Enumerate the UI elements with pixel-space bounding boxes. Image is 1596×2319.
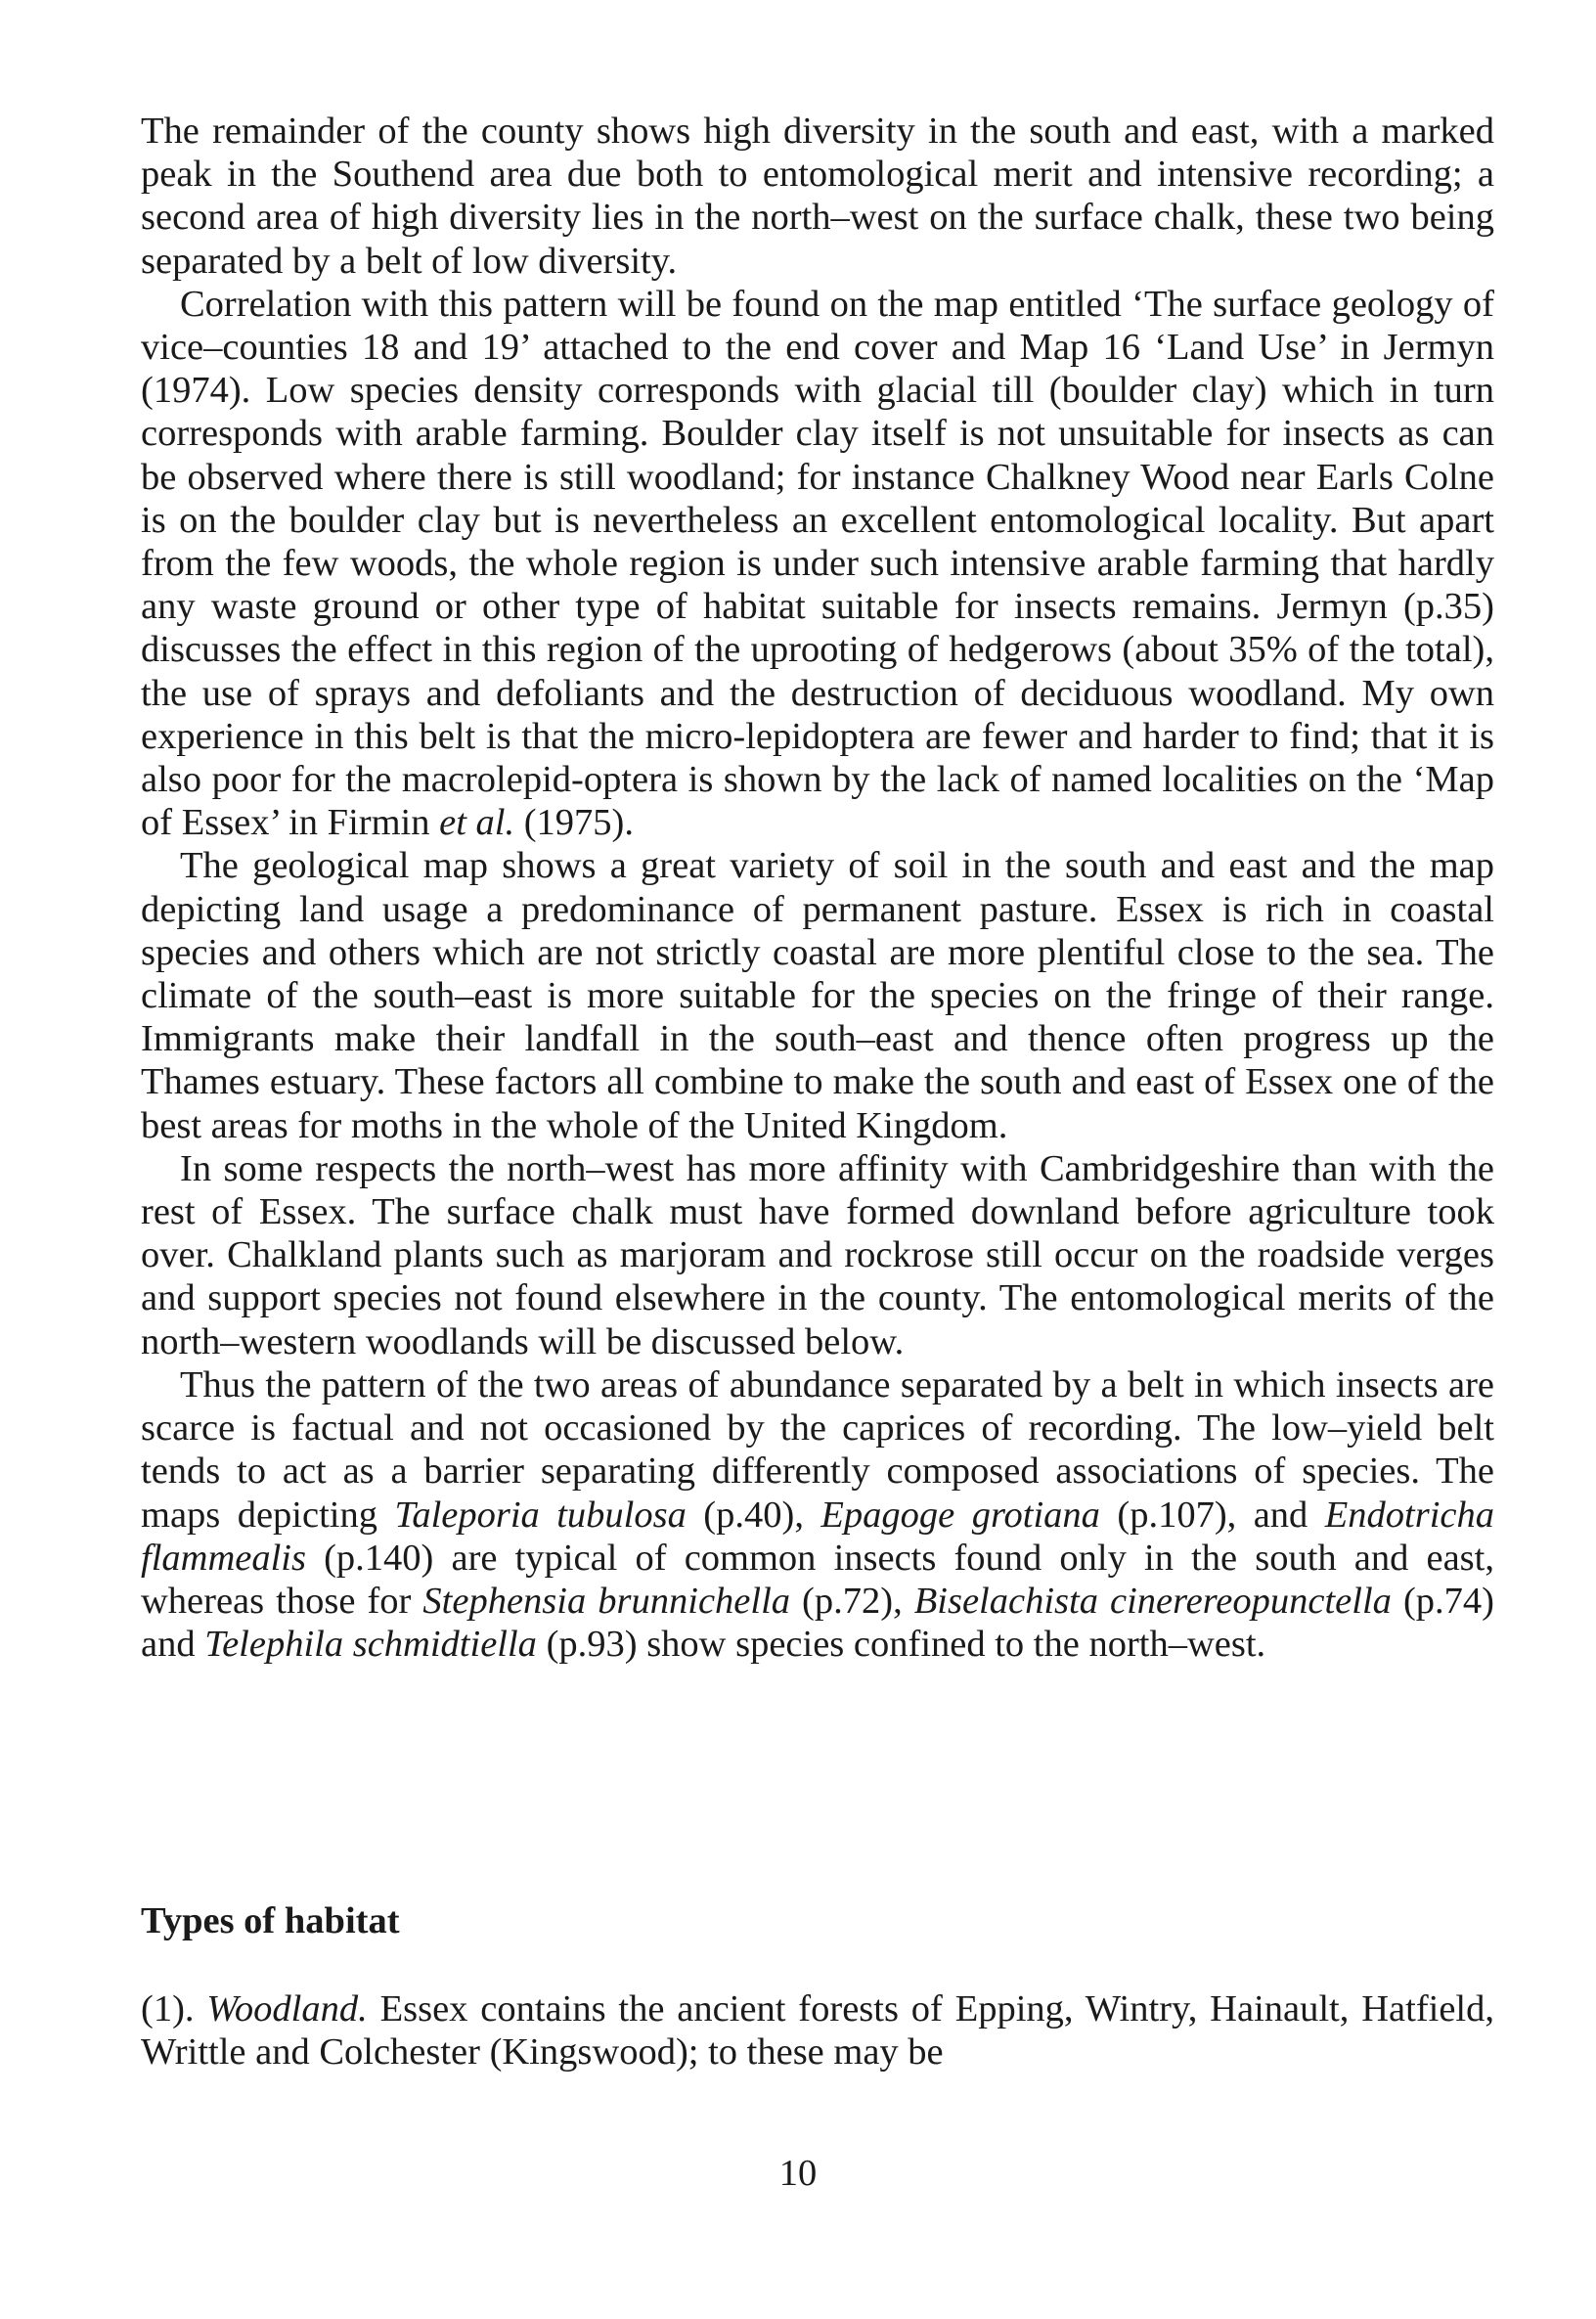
text-run: (p.40),	[686, 1494, 821, 1536]
text-run: (1975).	[514, 802, 635, 844]
body-text	[141, 110, 1494, 1666]
paragraph	[141, 1363, 1494, 1666]
habitat-paragraph	[141, 1987, 1494, 2074]
text-run: (p.93) show species confined to the north–west.	[536, 1624, 1266, 1666]
italic-text: Epagoge grotiana	[820, 1494, 1100, 1536]
text-run: The remainder of the county shows high diversity in the south and east, with a marked peak in the Southend area due both to entomological merit and intensive recording; a second area of high diversity lies in the north–west on the surface chalk, these two being separated by a belt of low diversity.	[141, 111, 1494, 282]
text-run: Thus the pattern of the two areas of abundance separated by a belt in which insects are scarce is factual and not occasioned by the caprices of recording. The low–yield belt tends to act as a barrier separating differently composed associations of species. The maps depicting	[141, 1363, 1494, 1536]
page-number: 10	[778, 2153, 818, 2194]
paragraph	[141, 110, 1494, 283]
italic-text: Biselachista cinerereopunctella	[913, 1580, 1392, 1622]
text-run: The geological map shows a great variety of soil in the south and east and the map depicting land usage a predominance of permanent pasture. Essex is rich in coastal species and others which are not strictly coastal are more plentiful close to the sea. The climate of the south–east is more suitable for the species on the fringe of their range. Immigrants make their landfall in the south–east and thence often progress up the Thames estuary. These factors all combine to make the south and east of Essex one of the best areas for moths in the whole of the United Kingdom.	[141, 845, 1494, 1146]
paragraph	[141, 844, 1494, 1146]
text-run: (p.107), and	[1099, 1494, 1325, 1536]
text-run: (p.74) and	[141, 1580, 1494, 1666]
italic-text: et al.	[439, 802, 515, 844]
text-run: (1).	[141, 1988, 207, 2029]
text-run: Essex contains the ancient forests of Epping, Wintry, Hainault, Hatfield, Writtle and Colchester (Kingswood); to these may be	[141, 1988, 1494, 2074]
text-run: Correlation with this pattern will be found on the map entitled ‘The surface geology of vice–counties 18 and 19’ attached to the end cover and Map 16 ‘Land Use’ in Jermyn (1974). Low species density corresponds with glacial till (boulder clay) which in turn corresponds with arable farming. Boulder clay itself is not unsuitable for insects as can be observed where there is still woodland; for instance Chalkney Wood near Earls Colne is on the boulder clay but is nevertheless an excellent entomological locality. But apart from the few woods, the whole region is under such intensive arable farming that hardly any waste ground or other type of habitat suitable for insects remains. Jermyn (p.35) discusses the effect in this region of the uprooting of hedgerows (about 35% of the total), the use of sprays and defoliants and the destruction of deciduous woodland. My own experience in this belt is that the micro-lepidoptera are fewer and harder to find; that it is also poor for the macrolepid-optera is shown by the lack of named localities on the ‘Map of Essex’ in Firmin	[141, 283, 1494, 844]
text-run: In some respects the north–west has more affinity with Cambridgeshire than with the rest of Essex. The surface chalk must have formed downland before agriculture took over. Chalkland plants such as marjoram and rockrose still occur on the roadside verges and support species not found elsewhere in the county. The entomological merits of the north–western woodlands will be discussed below.	[141, 1147, 1494, 1362]
paragraph	[141, 1147, 1494, 1363]
italic-text: Endotricha flammealis	[141, 1494, 1494, 1579]
text-run: (p.140) are typical of common insects found only in the south and east, whereas those for	[141, 1537, 1494, 1622]
italic-text: Stephensia brunnichella	[422, 1580, 791, 1622]
text-run: (p.72),	[790, 1580, 914, 1622]
italic-text: Woodland.	[206, 1988, 368, 2029]
paragraph	[141, 283, 1494, 845]
italic-text: Telephila schmidtiella	[204, 1624, 537, 1666]
italic-text: Taleporia tubulosa	[394, 1494, 687, 1536]
section-heading: Types of habitat	[141, 1900, 400, 1941]
